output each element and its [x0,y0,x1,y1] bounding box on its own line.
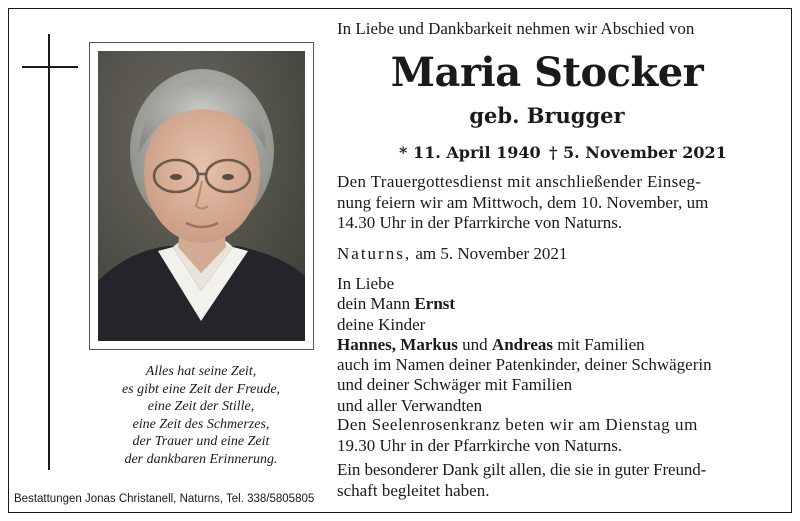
poem-line: der Trauer und eine Zeit [132,434,270,449]
portrait-frame [89,42,314,350]
rosary-line: 19.30 Uhr in der Pfarrkirche von Naturns. [337,435,623,455]
rosary-line: Den Seelenrosenkranz beten wir am Dienstag um [337,415,698,434]
poem-line: eine Zeit der Stille, [147,399,255,414]
mourner-name: Hannes, Markus [337,334,458,354]
place-date [337,244,567,264]
deceased-name: Maria Stocker [390,49,704,96]
mourner-name: Ernst [414,294,456,314]
poem [96,363,306,468]
death-date: † 5. November 2021 [549,143,727,162]
thanks-paragraph [337,460,777,501]
mourners-line: deine Kinder [337,314,426,334]
poem-line: es gibt eine Zeit der Freude, [121,381,281,397]
place-town: Naturns, [337,244,412,263]
mourners-text: mit Familien [553,334,645,354]
mourner-name: Andreas [491,334,554,354]
thanks-line: Ein besonderer Dank gilt allen, die sie in guter Freund- [337,460,707,479]
cross-icon [48,34,50,470]
poem-line: Alles hat seine Zeit, [145,364,257,379]
mourners-line: In Liebe [337,274,395,293]
rosary-paragraph [337,415,777,456]
birth-date: * 11. April 1940 [399,143,541,162]
service-line: Den Trauergottesdienst mit anschließender Einseg- [337,172,702,191]
maiden-name: geb. Brugger [469,103,625,128]
mourners-line [337,294,712,314]
portrait-illustration [98,51,305,341]
intro-line: In Liebe und Dankbarkeit nehmen wir Abschied von [337,19,695,38]
mourners-line: auch im Namen deiner Patenkinder, deiner Schwägerin [337,355,712,375]
mourners-text: und [457,334,492,354]
poem-line: eine Zeit des Schmerzes, [132,416,270,432]
mourners-line [337,335,712,355]
portrait-photo [98,51,305,341]
service-line: 14.30 Uhr in der Pfarrkirche von Naturns. [337,213,623,233]
cross-icon-bar [22,66,78,68]
mourners-line: und deiner Schwäger mit Familien [337,375,573,395]
service-paragraph [337,172,777,234]
mourners-list [337,274,712,416]
service-line: nung feiern wir am Mittwoch, dem 10. November, um [337,192,709,212]
thanks-line: schaft begleitet haben. [337,480,490,500]
mourners-text: dein Mann [337,294,415,314]
poem-line: der dankbaren Erinnerung. [124,451,278,467]
place-date-text: am 5. November 2021 [415,244,568,263]
mourners-line: und aller Verwandten [337,395,483,415]
funeral-home-footer: Bestattungen Jonas Christanell, Naturns, Tel. 338/5805805 [14,493,315,505]
